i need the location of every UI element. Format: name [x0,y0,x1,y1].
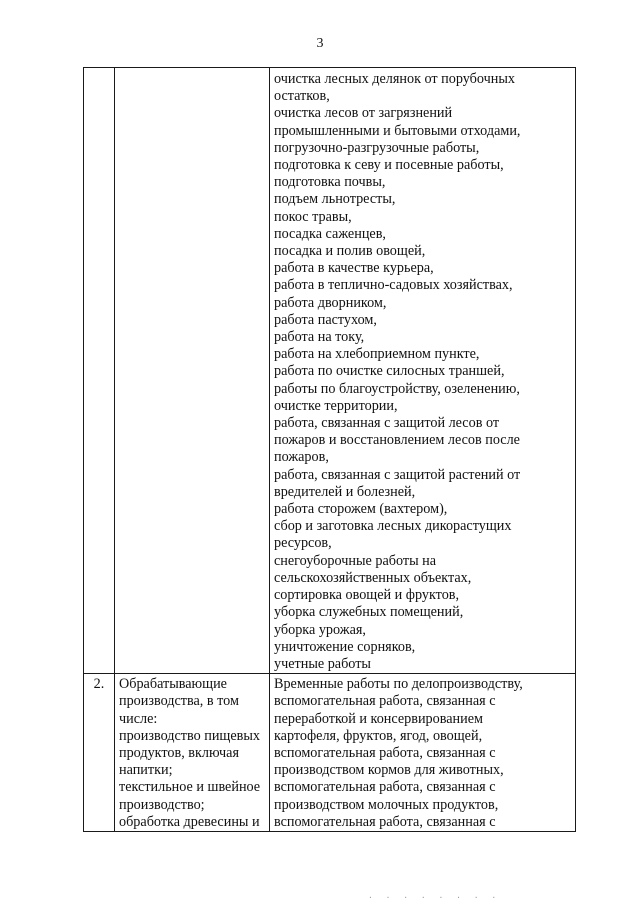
text-line: напитки; [119,762,173,779]
text-line: сельскохозяйственных объектах, [274,569,472,586]
text-line: пожаров, [274,449,329,466]
text-line: очистка лесов от загрязнений [274,105,453,122]
text-line: посадка саженцев, [274,225,386,242]
work-types-table [83,67,576,832]
text-line: сбор и заготовка лесных дикорастущих [274,518,512,535]
text-line: работа на току, [274,329,365,346]
text-line: работы по благоустройству, озеленению, [274,380,520,397]
text-line: ресурсов, [274,535,332,552]
text-line: Обрабатывающие [119,676,227,693]
text-line: вспомогательная работа, связанная с [274,813,496,830]
sector-cell [115,674,270,832]
text-line: обработка древесины и [119,813,260,830]
text-line: производства, в том [119,693,239,710]
works-text [270,68,575,673]
text-line: промышленными и бытовыми отходами, [274,122,521,139]
works-cell [270,674,576,832]
page-number: 3 [316,36,324,51]
text-line: продуктов, включая [119,744,239,761]
text-line: работа, связанная с защитой растений от [274,466,521,483]
text-line: производство пищевых [119,727,260,744]
text-line: вспомогательная работа, связанная с [274,744,496,761]
text-line: переработкой и консервированием [274,710,484,727]
sector-text [115,674,269,831]
row-number-cell [84,674,115,832]
text-line: уборка урожая, [274,621,366,638]
text-line: текстильное и швейное [119,779,261,796]
text-line: подготовка почвы, [274,174,386,191]
row-number: 2. [93,676,105,693]
text-line: вспомогательная работа, связанная с [274,693,496,710]
works-text [270,674,575,831]
text-line: покос травы, [274,208,352,225]
text-line: остатков, [274,88,330,105]
text-line: снегоуборочные работы на [274,552,437,569]
text-line: работа, связанная с защитой лесов от [274,415,500,432]
text-line: производством молочных продуктов, [274,796,499,813]
text-line: работа в теплично-садовых хозяйствах, [274,277,513,294]
text-line: очистка лесных делянок от порубочных [274,71,515,87]
text-line: числе: [119,710,158,727]
scan-artifact: · · · · · · · · [368,893,501,902]
text-line: сортировка овощей и фруктов, [274,587,460,604]
text-line: вспомогательная работа, связанная с [274,779,496,796]
text-line: работа дворником, [274,294,387,311]
text-line: картофеля, фруктов, ягод, овощей, [274,727,483,744]
text-line: производство; [119,796,205,813]
text-line: работа пастухом, [274,311,377,328]
text-line: работа на хлебоприемном пункте, [274,346,480,363]
text-line: подготовка к севу и посевные работы, [274,157,504,174]
text-line: очистке территории, [274,397,398,414]
text-line: производством кормов для животных, [274,762,504,779]
text-line: подъем льнотресты, [274,191,396,208]
text-line: уничтожение сорняков, [274,638,416,655]
text-line: работа в качестве курьера, [274,260,434,277]
text-line: вредителей и болезней, [274,483,416,500]
text-line: работа по очистке силосных траншей, [274,363,505,380]
table-row [84,674,576,832]
text-line: пожаров и восстановлением лесов после [274,432,520,449]
text-line: посадка и полив овощей, [274,243,426,260]
text-line: работа сторожем (вахтером), [274,501,448,518]
row-number [84,68,114,70]
text-line: Временные работы по делопроизводству, [274,676,523,693]
works-cell [270,68,576,674]
sector-cell [115,68,270,674]
text-line: учетные работы [274,655,371,672]
text-line: уборка служебных помещений, [274,604,464,621]
text-line: погрузочно-разгрузочные работы, [274,139,480,156]
sector-text [115,68,269,70]
row-number-cell [84,68,115,674]
table-row [84,68,576,674]
